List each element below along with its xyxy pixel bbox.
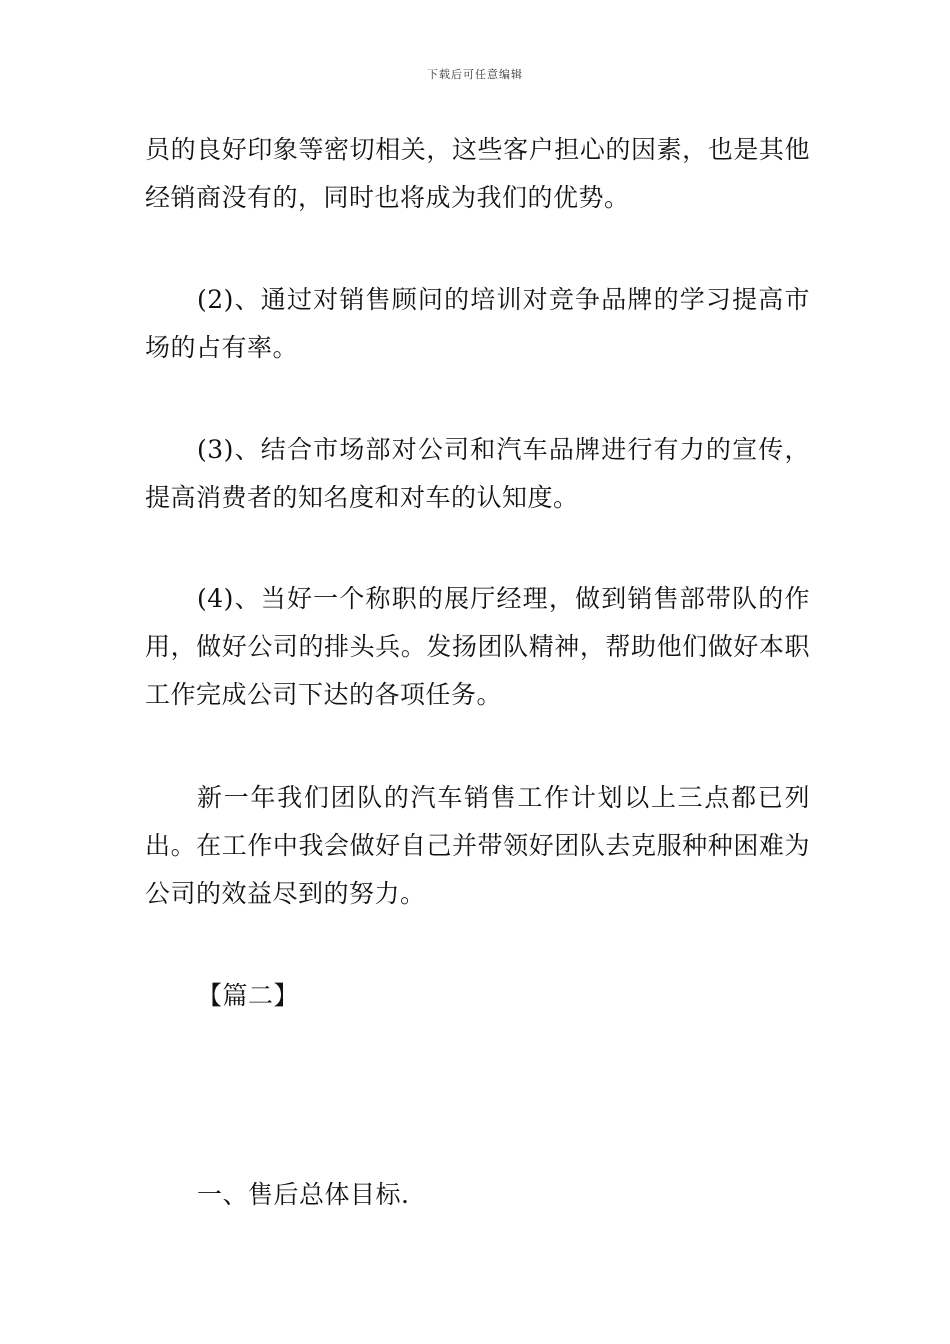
section-heading: 【篇二】 bbox=[197, 981, 300, 1010]
paragraph-item-2: (2)、通过对销售顾问的培训对竞争品牌的学习提高市场的占有率。 bbox=[145, 285, 810, 362]
subheading: 一、售后总体目标. bbox=[197, 1180, 410, 1209]
paragraph-continuation: 员的良好印象等密切相关，这些客户担心的因素，也是其他经销商没有的，同时也将成为我们的优势。 bbox=[145, 135, 810, 212]
paragraph-item-4: (4)、当好一个称职的展厅经理，做到销售部带队的作用，做好公司的排头兵。发扬团队精神，帮助他们做好本职工作完成公司下达的各项任务。 bbox=[145, 584, 810, 709]
paragraph-item-3: (3)、结合市场部对公司和汽车品牌进行有力的宣传，提高消费者的知名度和对车的认知度。 bbox=[145, 435, 810, 512]
header-note: 下载后可任意编辑 bbox=[427, 68, 523, 81]
paragraph-summary: 新一年我们团队的汽车销售工作计划以上三点都已列出。在工作中我会做好自己并带领好团队去克服种种困难为公司的效益尽到的努力。 bbox=[145, 783, 810, 908]
